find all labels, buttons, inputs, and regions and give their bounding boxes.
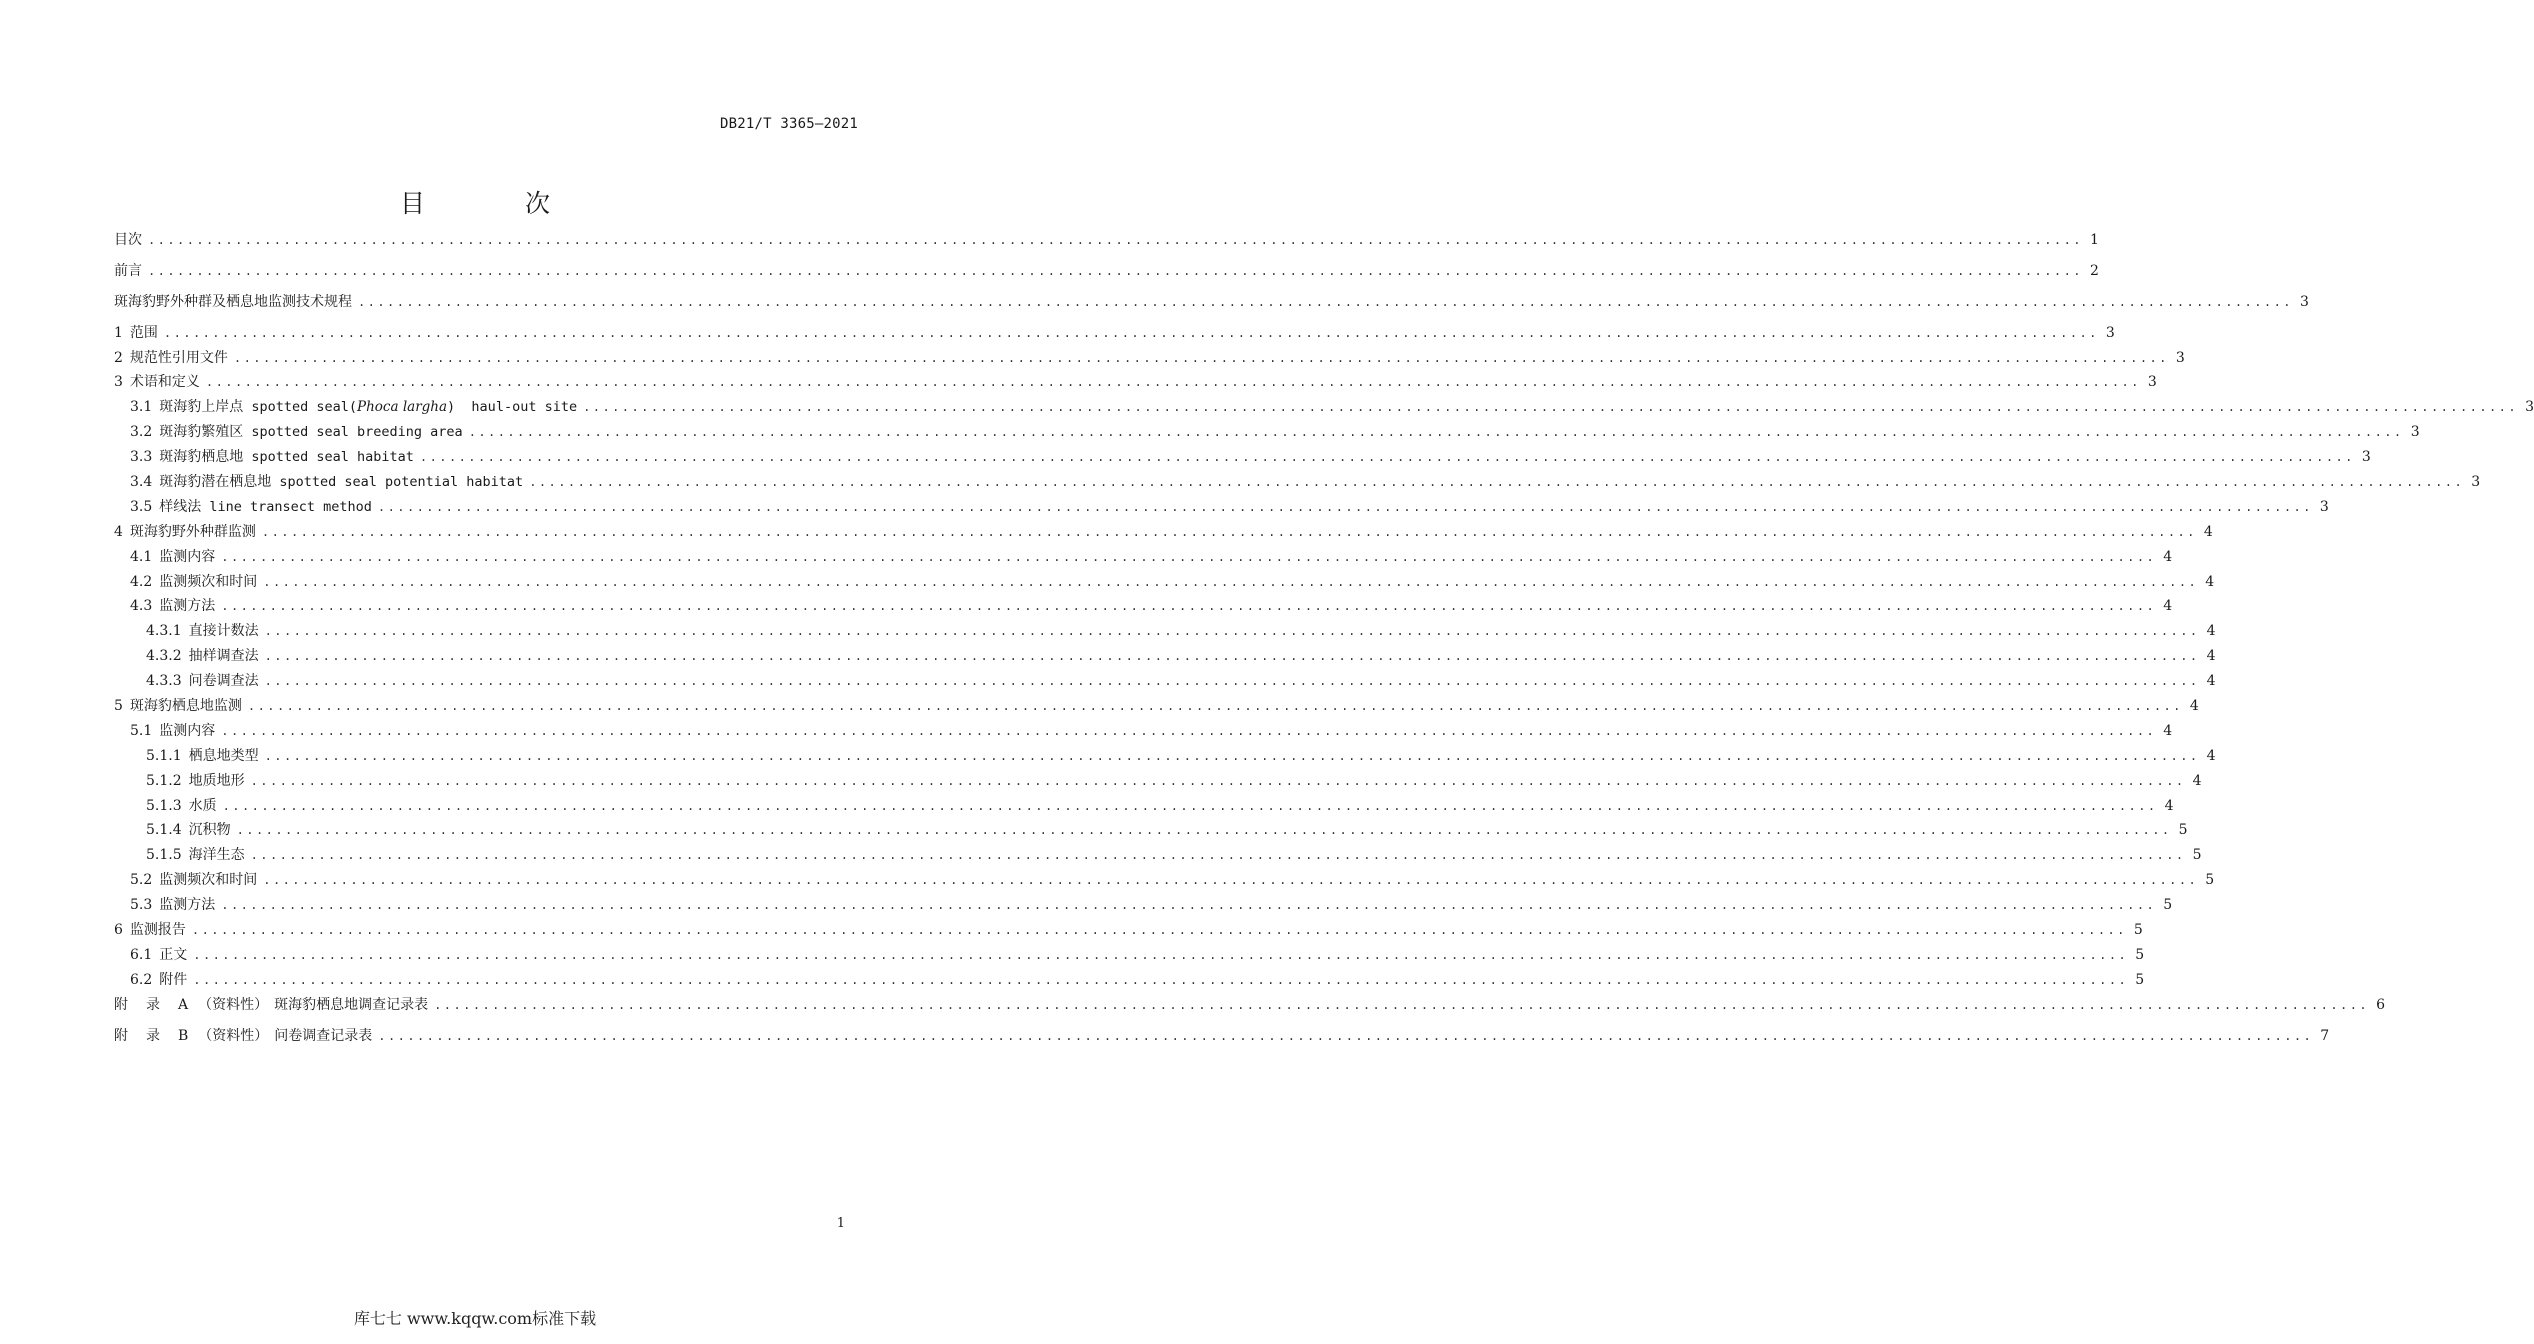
toc-entry-text: 斑海豹栖息地 <box>159 449 244 466</box>
toc-entry[interactable] <box>114 496 2329 521</box>
toc-entry[interactable] <box>114 919 2143 944</box>
dot-leader: ........................................................................................................................................................................................................ <box>205 375 2141 390</box>
toc-entry-page: 1 <box>2090 232 2099 248</box>
toc-entry[interactable] <box>114 994 2386 1025</box>
toc-entry-text: 斑海豹野外种群及栖息地监测技术规程 <box>114 293 352 310</box>
toc-entry-page: 5 <box>2192 847 2202 864</box>
toc-entry-text: 斑海豹繁殖区 <box>159 424 244 441</box>
toc-entry-text: 问卷调查法 <box>188 673 259 690</box>
toc-entry-label <box>146 770 245 790</box>
toc-entry-label <box>130 869 257 889</box>
toc-entry-label <box>130 969 187 989</box>
toc-entry[interactable] <box>114 795 2174 820</box>
toc-entry-label <box>146 620 259 640</box>
toc-entry[interactable] <box>114 620 2216 645</box>
toc-entry[interactable] <box>114 770 2202 795</box>
toc-entry[interactable] <box>114 471 2481 496</box>
toc-entry-label <box>114 291 352 311</box>
toc-entry-label <box>146 745 259 765</box>
toc-entry[interactable] <box>114 869 2215 894</box>
toc-entry-number: 4.3.1 <box>146 623 182 640</box>
toc-entry-english-term <box>279 474 523 490</box>
toc-entry[interactable] <box>114 521 2213 546</box>
english-term-text: spotted seal( <box>251 399 358 416</box>
toc-entry-number: 4.3.3 <box>146 673 182 690</box>
toc-entry-number: 3.5 <box>130 498 153 515</box>
toc-entry-label <box>146 670 259 690</box>
toc-entry-english-term <box>209 499 372 515</box>
toc-entry-number: 1 <box>114 324 123 341</box>
toc-entry-text: 沉积物 <box>188 822 231 839</box>
toc-entry-page: 5 <box>2133 922 2143 939</box>
toc-entry-number: 5.1.1 <box>146 747 182 764</box>
dot-leader: ........................................................................................................................................................................................................ <box>529 475 2465 490</box>
toc-entry-text: 斑海豹上岸点 <box>159 399 244 416</box>
toc-entry-text: 斑海豹栖息地监测 <box>129 698 242 715</box>
toc-entry-page: 4 <box>2206 623 2216 640</box>
toc-entry-label <box>114 371 200 391</box>
toc-entry-label <box>146 795 217 815</box>
toc-entry-number: 6.2 <box>130 971 153 988</box>
toc-entry-text: 斑海豹潜在栖息地 <box>159 474 272 491</box>
dot-leader: ........................................................................................................................................................................................................ <box>236 823 2172 838</box>
toc-entry-text: 地质地形 <box>188 772 245 789</box>
dot-leader: ........................................................................................................................................................................................................ <box>263 574 2199 589</box>
toc-entry-number: 5.1.5 <box>146 847 182 864</box>
dot-leader: ........................................................................................................................................................................................................ <box>261 524 2197 539</box>
toc-entry-text: 目次 <box>114 232 142 248</box>
toc-entry[interactable] <box>114 291 2309 322</box>
dot-leader: ........................................................................................................................................................................................................ <box>264 624 2200 639</box>
toc-entry[interactable] <box>114 695 2199 720</box>
toc-entry-label <box>130 546 215 566</box>
dot-leader: ........................................................................................................................................................................................................ <box>434 997 2370 1012</box>
toc-entry-page: 3 <box>2175 349 2185 366</box>
dot-leader: ........................................................................................................................................................................................................ <box>264 674 2200 689</box>
toc-entry-text: 监测方法 <box>159 598 216 615</box>
dot-leader: ........................................................................................................................................................................................................ <box>264 649 2200 664</box>
toc-entry-label <box>130 471 523 491</box>
toc-entry-text: 水质 <box>188 797 217 814</box>
toc-entry-english-term <box>251 449 414 465</box>
toc-entry-label <box>114 229 142 249</box>
toc-entry-english-term <box>251 424 462 440</box>
dot-leader: ........................................................................................................................................................................................................ <box>233 350 2169 365</box>
dot-leader: ........................................................................................................................................................................................................ <box>378 1028 2314 1043</box>
annex-type: （资料性） <box>198 1027 269 1044</box>
toc-entry-text: 范围 <box>129 324 158 341</box>
toc-entry[interactable] <box>114 1025 2330 1050</box>
toc-entry-page: 6 <box>2376 996 2386 1013</box>
toc-entry-number: 4.2 <box>130 573 153 590</box>
page-title: 目 次 <box>400 189 596 218</box>
toc-entry-page: 3 <box>2300 293 2309 310</box>
toc-entry-number: 3.1 <box>130 399 153 416</box>
toc-entry-label <box>130 720 215 740</box>
toc-entry-page: 3 <box>2147 374 2157 391</box>
toc-entry-page: 4 <box>2192 772 2202 789</box>
toc-entry[interactable] <box>114 571 2215 596</box>
dot-leader: ........................................................................................................................................................................................................ <box>221 723 2157 738</box>
toc-entry-page: 4 <box>2163 598 2173 615</box>
dot-leader: ........................................................................................................................................................................................................ <box>221 898 2157 913</box>
toc-entry-page: 3 <box>2319 498 2329 515</box>
toc-entry[interactable] <box>114 720 2173 745</box>
toc-entry-number: 5.3 <box>130 897 153 914</box>
toc-entry-text: 监测方法 <box>159 897 216 914</box>
annex-prefix: 附 <box>114 996 128 1013</box>
toc-entry-text: 抽样调查法 <box>188 648 259 665</box>
dot-leader: ........................................................................................................................................................................................................ <box>250 773 2186 788</box>
table-of-contents <box>114 229 2534 1050</box>
annex-type: （资料性） <box>198 996 269 1013</box>
dot-leader: ........................................................................................................................................................................................................ <box>193 947 2129 962</box>
toc-entry-label <box>146 645 259 665</box>
toc-entry-label <box>130 496 372 516</box>
dot-leader: ........................................................................................................................................................................................................ <box>247 699 2183 714</box>
toc-entry-number: 5 <box>114 698 123 715</box>
toc-entry[interactable] <box>114 421 2420 446</box>
scientific-name: Phoca largha <box>357 399 448 416</box>
dot-leader: ........................................................................................................................................................................................................ <box>222 798 2158 813</box>
english-term-suffix: ) haul-out site <box>447 399 578 416</box>
toc-entry-number: 4.3.2 <box>146 648 182 665</box>
toc-entry-page: 5 <box>2135 971 2145 988</box>
dot-leader: ........................................................................................................................................................................................................ <box>419 450 2355 465</box>
dot-leader: ........................................................................................................................................................................................................ <box>264 748 2200 763</box>
toc-entry-label <box>130 944 187 964</box>
toc-entry-text: 术语和定义 <box>129 374 200 391</box>
toc-entry-page: 3 <box>2410 424 2420 441</box>
toc-entry-text: 栖息地类型 <box>188 747 259 764</box>
toc-entry-text: 监测频次和时间 <box>159 573 258 590</box>
annex-mid: 录 <box>146 1027 160 1044</box>
dot-leader: ........................................................................................................................................................................................................ <box>250 848 2186 863</box>
toc-entry-page: 5 <box>2135 946 2145 963</box>
toc-entry-text: 规范性引用文件 <box>129 349 228 366</box>
toc-entry-page: 5 <box>2205 872 2215 889</box>
english-term-text: spotted seal potential habitat <box>279 474 524 491</box>
toc-entry-label <box>114 347 228 367</box>
toc-entry-number: 4 <box>114 523 123 540</box>
dot-leader: ........................................................................................................................................................................................................ <box>377 499 2313 514</box>
toc-entry[interactable] <box>114 229 2099 260</box>
toc-entry-number: 5.1.3 <box>146 797 182 814</box>
toc-entry-label <box>114 1025 372 1045</box>
toc-entry-text: 直接计数法 <box>188 623 259 640</box>
toc-entry-text: 斑海豹野外种群监测 <box>129 523 256 540</box>
toc-entry-label <box>114 695 242 715</box>
annex-letter: B <box>178 1027 189 1044</box>
toc-entry-page: 4 <box>2163 722 2173 739</box>
toc-entry-page: 4 <box>2206 648 2216 665</box>
toc-entry-page: 4 <box>2203 523 2213 540</box>
toc-entry-label <box>130 571 257 591</box>
toc-entry-text: 斑海豹栖息地调查记录表 <box>274 996 429 1013</box>
toc-entry-label <box>114 521 256 541</box>
toc-entry[interactable] <box>114 446 2371 471</box>
toc-entry-number: 4.3 <box>130 598 153 615</box>
toc-entry-label <box>114 322 158 342</box>
toc-entry-page: 5 <box>2178 822 2188 839</box>
toc-entry-label <box>146 819 231 839</box>
toc-entry-page: 5 <box>2163 897 2173 914</box>
toc-entry-text: 监测内容 <box>159 548 216 565</box>
toc-entry-text: 附件 <box>159 971 188 988</box>
annex-letter: A <box>178 996 189 1013</box>
toc-entry-text: 监测报告 <box>129 922 186 939</box>
toc-entry[interactable] <box>114 347 2185 372</box>
toc-entry[interactable] <box>114 645 2216 670</box>
dot-leader: ........................................................................................................................................................................................................ <box>358 294 2293 309</box>
toc-entry-label <box>130 894 215 914</box>
toc-entry-page: 3 <box>2471 474 2481 491</box>
dot-leader: ........................................................................................................................................................................................................ <box>468 425 2404 440</box>
english-term-text: spotted seal habitat <box>251 449 414 466</box>
toc-entry-text: 监测内容 <box>159 722 216 739</box>
toc-entry-page: 4 <box>2205 573 2215 590</box>
toc-entry[interactable] <box>114 670 2216 695</box>
toc-entry-number: 6 <box>114 922 123 939</box>
toc-entry-text: 海洋生态 <box>188 847 245 864</box>
toc-entry-page: 7 <box>2320 1027 2330 1044</box>
toc-entry-text: 前言 <box>114 262 142 279</box>
toc-entry[interactable] <box>114 844 2202 869</box>
dot-leader: ........................................................................................................................................................................................................ <box>221 549 2157 564</box>
toc-entry-number: 3.4 <box>130 474 153 491</box>
toc-entry-page: 3 <box>2361 449 2371 466</box>
dot-leader: ........................................................................................................................................................................................................ <box>583 400 2519 415</box>
toc-entry[interactable] <box>114 745 2216 770</box>
toc-entry-number: 5.1.4 <box>146 822 182 839</box>
toc-entry-number: 3.3 <box>130 449 153 466</box>
document-code: DB21/T 3365—2021 <box>719 116 858 132</box>
dot-leader: ........................................................................................................................................................................................................ <box>191 923 2127 938</box>
toc-entry[interactable] <box>114 371 2157 396</box>
toc-entry[interactable] <box>114 595 2173 620</box>
toc-entry[interactable] <box>114 546 2173 571</box>
toc-entry[interactable] <box>114 819 2188 844</box>
toc-entry-page: 4 <box>2206 747 2216 764</box>
toc-entry-number: 3 <box>114 374 123 391</box>
toc-entry-number: 5.2 <box>130 872 153 889</box>
toc-entry[interactable] <box>114 944 2145 969</box>
toc-entry-number: 4.1 <box>130 548 153 565</box>
toc-entry-label <box>114 260 142 280</box>
toc-entry-number: 5.1 <box>130 722 153 739</box>
toc-entry-label <box>146 844 245 864</box>
toc-entry-label <box>130 595 215 615</box>
toc-entry-page: 2 <box>2090 262 2099 279</box>
toc-entry-page: 3 <box>2525 399 2534 416</box>
annex-mid: 录 <box>146 996 160 1013</box>
english-term-text: line transect method <box>209 498 372 515</box>
toc-entry-number: 5.1.2 <box>146 772 182 789</box>
toc-entry-number: 2 <box>114 349 123 366</box>
toc-entry-number: 6.1 <box>130 946 153 963</box>
toc-entry-page: 4 <box>2163 548 2173 565</box>
page-number: 1 <box>836 1216 845 1231</box>
toc-entry[interactable] <box>114 396 2534 421</box>
toc-entry-number: 3.2 <box>130 424 153 441</box>
toc-entry-page: 4 <box>2206 673 2216 690</box>
toc-entry-text: 样线法 <box>159 498 202 515</box>
toc-entry-label <box>114 919 186 939</box>
dot-leader: ........................................................................................................................................................................................................ <box>163 325 2099 340</box>
toc-entry[interactable] <box>114 322 2115 347</box>
toc-entry[interactable] <box>114 894 2173 919</box>
toc-entry[interactable] <box>114 260 2099 291</box>
toc-entry-label <box>114 994 428 1014</box>
dot-leader: ........................................................................................................................................................................................................ <box>148 233 2083 247</box>
toc-entry-text: 监测频次和时间 <box>159 872 258 889</box>
dot-leader: ........................................................................................................................................................................................................ <box>263 873 2199 888</box>
dot-leader: ........................................................................................................................................................................................................ <box>148 263 2083 278</box>
toc-entry-text: 正文 <box>159 946 188 963</box>
toc-entry-label <box>130 421 463 441</box>
toc-entry-page: 4 <box>2189 698 2199 715</box>
annex-prefix: 附 <box>114 1027 128 1044</box>
toc-entry-text: 问卷调查记录表 <box>274 1027 373 1044</box>
english-term-text: spotted seal breeding area <box>251 424 463 441</box>
toc-entry-page: 3 <box>2105 324 2115 341</box>
toc-entry-label <box>130 396 577 416</box>
toc-entry-page: 4 <box>2164 797 2174 814</box>
dot-leader: ........................................................................................................................................................................................................ <box>193 972 2129 987</box>
toc-entry-english-term <box>251 399 577 415</box>
toc-entry-label <box>130 446 414 466</box>
dot-leader: ........................................................................................................................................................................................................ <box>221 599 2157 614</box>
toc-entry[interactable] <box>114 969 2145 994</box>
footer-watermark-text: 库七七 www.kqqw.com标准下载 <box>353 1309 597 1328</box>
